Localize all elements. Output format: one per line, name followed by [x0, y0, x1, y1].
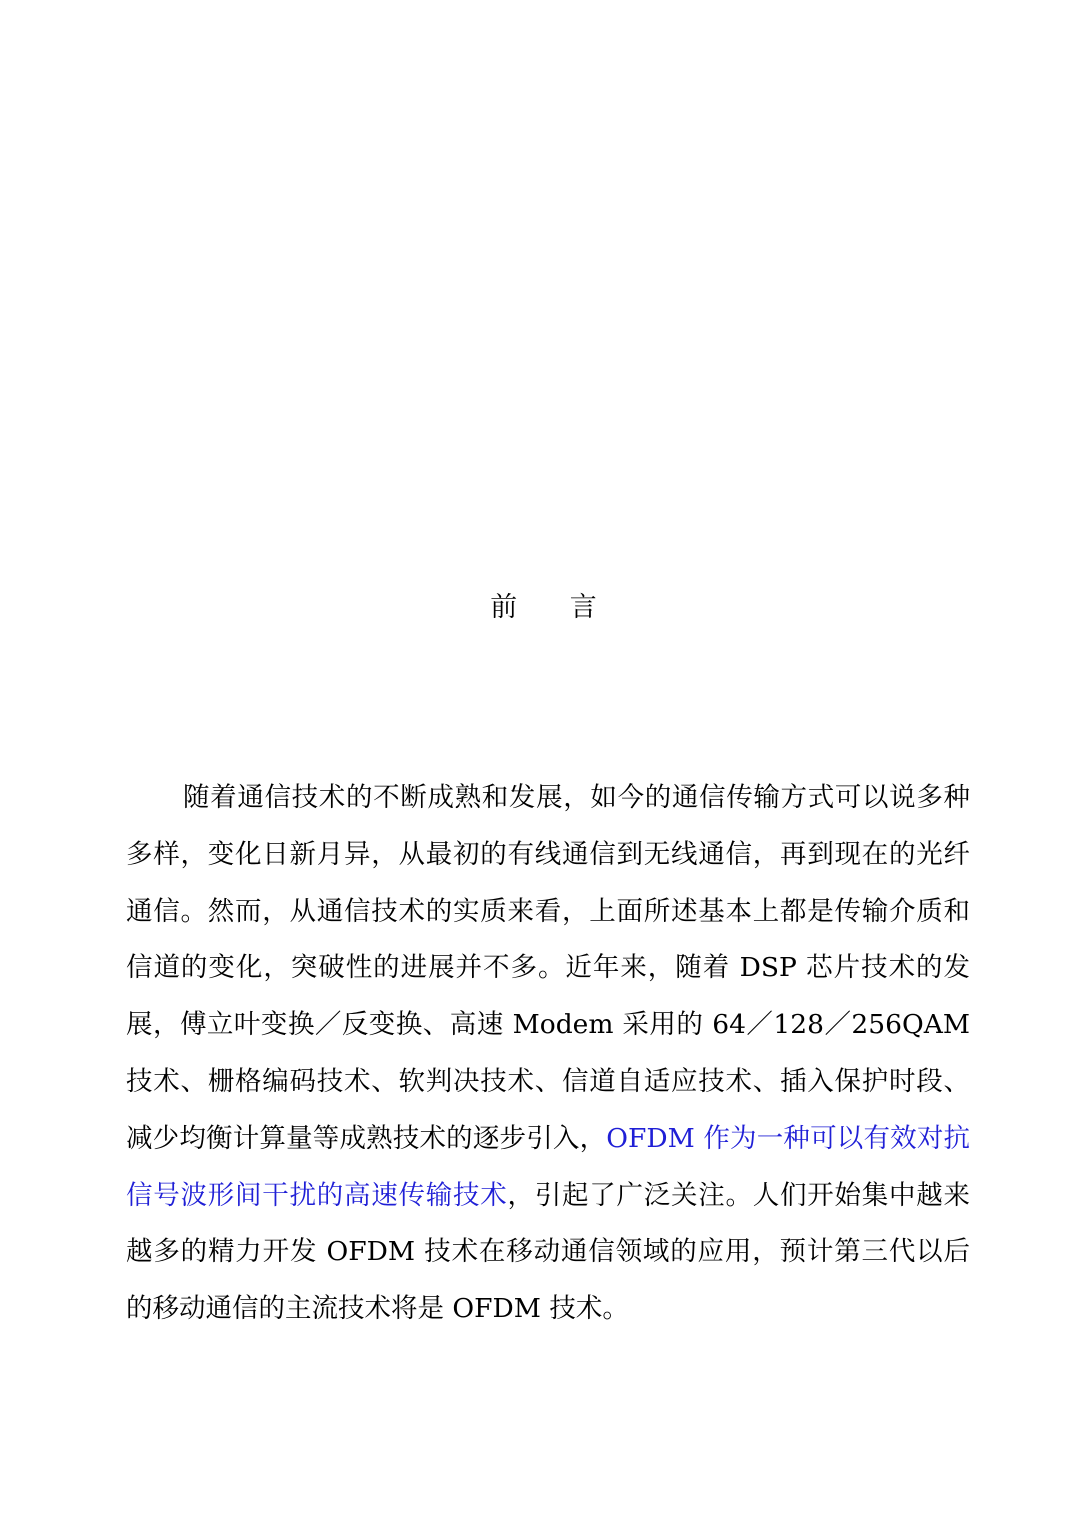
page-title: 前 言	[490, 592, 619, 623]
preface-paragraph	[126, 770, 970, 1338]
highlighted-text: OFDM 作为一种可以有效对抗信号波形间干扰的高速传输技术	[126, 1122, 970, 1211]
paragraph-text-part2: ，引起了广泛关注。人们开始集中越来越多的精力开发 OFDM 技术在移动通信领域的应用，预计第三代以后的移动通信的主流技术将是 OFDM 技术。	[126, 1179, 970, 1325]
paragraph-text-part1: 随着通信技术的不断成熟和发展，如今的通信传输方式可以说多种多样，变化日新月异，从最初的有线通信到无线通信，再到现在的光纤通信。然而，从通信技术的实质来看，上面所述基本上都是传输介质和信道的变化，突破性的进展并不多。近年来，随着 DSP 芯片技术的发展，傅立叶变换／反变换、高速 Modem 采用的 64／128／256QAM 技术、栅格编码技术、软判决技术、信道自适应技术、插入保护时段、减少均衡计算量等成熟技术的逐步引入，	[126, 782, 970, 1154]
